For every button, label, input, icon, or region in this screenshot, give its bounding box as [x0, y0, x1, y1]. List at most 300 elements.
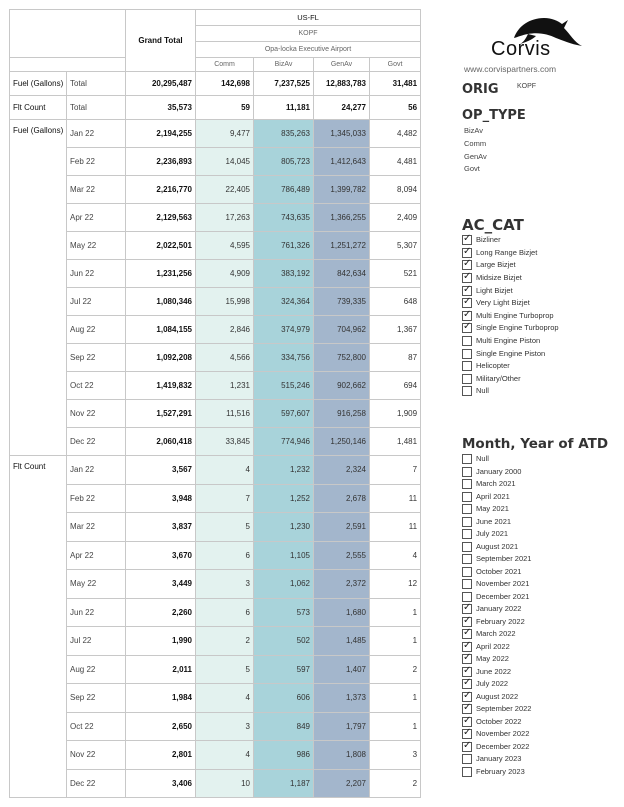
- orig-filter-value[interactable]: KOPF: [517, 83, 537, 90]
- month-label: Dec 22: [67, 769, 126, 798]
- grand-total-cell: 1,984: [126, 684, 196, 713]
- value-cell: 59: [196, 96, 254, 120]
- grand-total-cell: 2,129,563: [126, 204, 196, 232]
- month-label: Nov 22: [67, 400, 126, 428]
- month-label: Jan 22: [67, 456, 126, 485]
- value-cell: 3: [196, 712, 254, 741]
- checkbox[interactable]: [462, 529, 472, 539]
- filter-checkbox-item[interactable]: [462, 553, 531, 566]
- filter-checkbox-item[interactable]: [462, 528, 508, 541]
- checkbox[interactable]: [462, 592, 472, 602]
- value-cell: 1,105: [254, 541, 314, 570]
- table-row: [10, 148, 421, 176]
- filter-checkbox-item[interactable]: [462, 703, 531, 716]
- checkbox[interactable]: [462, 336, 472, 346]
- checkbox-label: Multi Engine Piston: [476, 336, 541, 346]
- checkbox-label: Helicopter: [476, 361, 510, 371]
- value-cell: 1,485: [314, 627, 370, 656]
- table-row: [10, 570, 421, 599]
- filter-checkbox-item[interactable]: [462, 272, 522, 285]
- grand-total-header: Grand Total: [126, 10, 196, 72]
- table-row: [10, 627, 421, 656]
- measure-label: Fuel (Gallons): [10, 72, 67, 96]
- value-cell: 17,263: [196, 204, 254, 232]
- table-row: [10, 541, 421, 570]
- value-cell: 774,946: [254, 428, 314, 456]
- state-header: US-FL: [196, 10, 421, 26]
- value-cell: 56: [370, 96, 421, 120]
- checkbox-label: May 2021: [476, 504, 509, 514]
- filter-checkbox-item[interactable]: [462, 741, 529, 754]
- grand-total-cell: 1,080,346: [126, 288, 196, 316]
- value-cell: 1,373: [314, 684, 370, 713]
- value-cell: 1,231: [196, 372, 254, 400]
- checkbox-label: March 2021: [476, 479, 516, 489]
- checkbox-label: June 2022: [476, 666, 512, 676]
- grand-total-cell: 3,670: [126, 541, 196, 570]
- value-cell: 1,062: [254, 570, 314, 599]
- checkbox[interactable]: [462, 679, 472, 689]
- value-cell: 24,277: [314, 96, 370, 120]
- value-cell: 324,364: [254, 288, 314, 316]
- checkbox[interactable]: [462, 479, 472, 489]
- grand-total-cell: 3,948: [126, 484, 196, 513]
- value-cell: 606: [254, 684, 314, 713]
- value-cell: 1,252: [254, 484, 314, 513]
- checkbox[interactable]: [462, 542, 472, 552]
- value-cell: 1,808: [314, 741, 370, 770]
- value-cell: 4,566: [196, 344, 254, 372]
- filter-checkbox-item[interactable]: [462, 541, 518, 554]
- value-cell: 573: [254, 598, 314, 627]
- filter-checkbox-item[interactable]: [462, 616, 525, 629]
- value-cell: 142,698: [196, 72, 254, 96]
- value-cell: 4,481: [370, 148, 421, 176]
- orig-filter-title: ORIG: [462, 82, 499, 97]
- value-cell: 4,595: [196, 232, 254, 260]
- checkbox[interactable]: [462, 273, 472, 283]
- filter-checkbox-item[interactable]: [462, 360, 510, 373]
- value-cell: 849: [254, 712, 314, 741]
- month-label: Jan 22: [67, 120, 126, 148]
- table-row: [10, 456, 421, 485]
- checkbox-label: December 2022: [476, 741, 530, 751]
- table-row: [10, 484, 421, 513]
- table-row: [10, 204, 421, 232]
- checkbox-label: November 2021: [476, 579, 530, 589]
- grand-total-cell: 2,216,770: [126, 176, 196, 204]
- value-cell: 597: [254, 655, 314, 684]
- checkbox[interactable]: [462, 386, 472, 396]
- filter-checkbox-item[interactable]: [462, 373, 521, 386]
- checkbox-label: Military/Other: [476, 373, 521, 383]
- month-label: Jun 22: [67, 598, 126, 627]
- month-label: Feb 22: [67, 148, 126, 176]
- total-row: [10, 96, 421, 120]
- table-row: [10, 176, 421, 204]
- header-row-state: [10, 10, 421, 26]
- table-row: [10, 769, 421, 798]
- filter-checkbox-item[interactable]: [462, 753, 521, 766]
- value-cell: 7: [196, 484, 254, 513]
- checkbox[interactable]: [462, 349, 472, 359]
- month-label: Apr 22: [67, 541, 126, 570]
- month-label: Jul 22: [67, 288, 126, 316]
- table-row: [10, 598, 421, 627]
- airport-name-header: Opa-locka Executive Airport: [196, 42, 421, 58]
- month-label: Sep 22: [67, 344, 126, 372]
- checkbox[interactable]: [462, 248, 472, 258]
- checkbox[interactable]: [462, 754, 472, 764]
- checkbox-label: Null: [476, 454, 489, 464]
- checkbox[interactable]: [462, 467, 472, 477]
- filter-checkbox-item[interactable]: [462, 297, 530, 310]
- measure-label: Flt Count: [10, 456, 67, 798]
- value-cell: 2,555: [314, 541, 370, 570]
- checkbox[interactable]: [462, 361, 472, 371]
- value-cell: 1,345,033: [314, 120, 370, 148]
- col-header-bizav: BizAv: [254, 58, 314, 72]
- table-row: [10, 372, 421, 400]
- value-cell: 902,662: [314, 372, 370, 400]
- month-filter-title: Month, Year of ATD: [462, 436, 609, 452]
- month-label: Mar 22: [67, 176, 126, 204]
- grand-total-cell: 35,573: [126, 96, 196, 120]
- filter-checkbox-item[interactable]: [462, 566, 521, 579]
- checkbox-label: March 2022: [476, 629, 516, 639]
- checkbox-label: Single Engine Piston: [476, 348, 546, 358]
- filter-checkbox-item[interactable]: [462, 628, 516, 641]
- checkbox[interactable]: [462, 642, 472, 652]
- grand-total-cell: 2,236,893: [126, 148, 196, 176]
- total-row: [10, 72, 421, 96]
- op-type-item[interactable]: Comm: [464, 139, 487, 148]
- value-cell: 1,366,255: [314, 204, 370, 232]
- grand-total-cell: 2,650: [126, 712, 196, 741]
- grand-total-cell: 3,567: [126, 456, 196, 485]
- checkbox-label: April 2021: [476, 491, 510, 501]
- checkbox-label: Bizliner: [476, 235, 501, 245]
- col-header-genav: GenAv: [314, 58, 370, 72]
- checkbox-label: April 2022: [476, 641, 510, 651]
- value-cell: 1: [370, 627, 421, 656]
- op-type-item[interactable]: Govt: [464, 164, 480, 173]
- filter-checkbox-item[interactable]: [462, 516, 511, 529]
- grand-total-cell: 2,801: [126, 741, 196, 770]
- filter-checkbox-item[interactable]: [462, 716, 521, 729]
- grand-total-cell: 1,084,155: [126, 316, 196, 344]
- checkbox[interactable]: [462, 286, 472, 296]
- grand-total-cell: 20,295,487: [126, 72, 196, 96]
- month-label: Mar 22: [67, 513, 126, 542]
- op-type-item[interactable]: GenAv: [464, 152, 487, 161]
- filter-checkbox-item[interactable]: [462, 247, 537, 260]
- month-label: Oct 22: [67, 372, 126, 400]
- value-cell: 11,181: [254, 96, 314, 120]
- checkbox[interactable]: [462, 742, 472, 752]
- value-cell: 4: [196, 456, 254, 485]
- checkbox-label: June 2021: [476, 516, 512, 526]
- value-cell: 761,326: [254, 232, 314, 260]
- grand-total-cell: 2,194,255: [126, 120, 196, 148]
- filter-checkbox-item[interactable]: [462, 766, 525, 779]
- checkbox[interactable]: [462, 517, 472, 527]
- value-cell: 33,845: [196, 428, 254, 456]
- checkbox-label: September 2022: [476, 704, 532, 714]
- table-row: [10, 344, 421, 372]
- checkbox[interactable]: [462, 579, 472, 589]
- total-label: Total: [67, 72, 126, 96]
- grand-total-cell: 2,011: [126, 655, 196, 684]
- value-cell: 694: [370, 372, 421, 400]
- value-cell: 14,045: [196, 148, 254, 176]
- value-cell: 2,409: [370, 204, 421, 232]
- checkbox[interactable]: [462, 717, 472, 727]
- checkbox-label: November 2022: [476, 729, 530, 739]
- value-cell: 502: [254, 627, 314, 656]
- checkbox-label: Multi Engine Turboprop: [476, 310, 554, 320]
- value-cell: 15,998: [196, 288, 254, 316]
- filter-checkbox-item[interactable]: [462, 453, 489, 466]
- value-cell: 8,094: [370, 176, 421, 204]
- checkbox[interactable]: [462, 454, 472, 464]
- value-cell: 916,258: [314, 400, 370, 428]
- checkbox-label: August 2021: [476, 541, 519, 551]
- website-url[interactable]: www.corvispartners.com: [464, 64, 557, 74]
- checkbox-label: Long Range Bizjet: [476, 247, 538, 257]
- filter-checkbox-item[interactable]: [462, 591, 529, 604]
- month-label: May 22: [67, 232, 126, 260]
- table-row: [10, 513, 421, 542]
- value-cell: 1,367: [370, 316, 421, 344]
- month-label: Aug 22: [67, 655, 126, 684]
- filter-checkbox-item[interactable]: [462, 335, 540, 348]
- value-cell: 4,482: [370, 120, 421, 148]
- checkbox[interactable]: [462, 704, 472, 714]
- measure-label: Fuel (Gallons): [10, 120, 67, 456]
- filter-checkbox-item[interactable]: [462, 578, 529, 591]
- value-cell: 1,230: [254, 513, 314, 542]
- value-cell: 704,962: [314, 316, 370, 344]
- checkbox-label: February 2023: [476, 766, 525, 776]
- header-row-columns: [10, 58, 421, 72]
- checkbox[interactable]: [462, 767, 472, 777]
- value-cell: 22,405: [196, 176, 254, 204]
- checkbox-label: Very Light Bizjet: [476, 298, 530, 308]
- checkbox-label: January 2023: [476, 754, 522, 764]
- checkbox[interactable]: [462, 654, 472, 664]
- checkbox-label: May 2022: [476, 654, 509, 664]
- table-row: [10, 684, 421, 713]
- filter-checkbox-item[interactable]: [462, 322, 559, 335]
- value-cell: 7,237,525: [254, 72, 314, 96]
- filter-checkbox-item[interactable]: [462, 234, 501, 247]
- value-cell: 842,634: [314, 260, 370, 288]
- checkbox-label: Single Engine Turboprop: [476, 323, 559, 333]
- value-cell: 4,909: [196, 260, 254, 288]
- grand-total-cell: 1,527,291: [126, 400, 196, 428]
- airport-code-header: KOPF: [196, 26, 421, 42]
- table-row: [10, 741, 421, 770]
- filter-checkbox-item[interactable]: [462, 678, 508, 691]
- value-cell: 2,591: [314, 513, 370, 542]
- filter-checkbox-item[interactable]: [462, 284, 513, 297]
- value-cell: 3: [196, 570, 254, 599]
- checkbox-label: October 2022: [476, 716, 522, 726]
- value-cell: 4: [196, 741, 254, 770]
- filter-checkbox-item[interactable]: [462, 478, 516, 491]
- filter-checkbox-item[interactable]: [462, 347, 545, 360]
- value-cell: 2,372: [314, 570, 370, 599]
- table-row: [10, 316, 421, 344]
- checkbox-label: Light Bizjet: [476, 285, 513, 295]
- table-row: [10, 260, 421, 288]
- crosstab-table: [9, 9, 421, 798]
- value-cell: 5: [196, 513, 254, 542]
- value-cell: 3: [370, 741, 421, 770]
- value-cell: 383,192: [254, 260, 314, 288]
- measure-label: Flt Count: [10, 96, 67, 120]
- value-cell: 739,335: [314, 288, 370, 316]
- month-label: Sep 22: [67, 684, 126, 713]
- value-cell: 1,251,272: [314, 232, 370, 260]
- value-cell: 6: [196, 598, 254, 627]
- table-row: [10, 428, 421, 456]
- col-header-govt: Govt: [370, 58, 421, 72]
- value-cell: 786,489: [254, 176, 314, 204]
- grand-total-cell: 1,092,208: [126, 344, 196, 372]
- filter-checkbox-item[interactable]: [462, 653, 509, 666]
- checkbox-label: February 2022: [476, 616, 525, 626]
- checkbox[interactable]: [462, 617, 472, 627]
- month-label: Jun 22: [67, 260, 126, 288]
- checkbox[interactable]: [462, 567, 472, 577]
- checkbox[interactable]: [462, 504, 472, 514]
- value-cell: 1,399,782: [314, 176, 370, 204]
- checkbox[interactable]: [462, 235, 472, 245]
- value-cell: 1,232: [254, 456, 314, 485]
- checkbox[interactable]: [462, 604, 472, 614]
- checkbox-label: Midsize Bizjet: [476, 273, 522, 283]
- grand-total-cell: 1,990: [126, 627, 196, 656]
- value-cell: 31,481: [370, 72, 421, 96]
- checkbox-label: Null: [476, 386, 489, 396]
- filter-checkbox-item[interactable]: [462, 666, 511, 679]
- value-cell: 2,207: [314, 769, 370, 798]
- value-cell: 374,979: [254, 316, 314, 344]
- table-row: [10, 232, 421, 260]
- value-cell: 2,324: [314, 456, 370, 485]
- value-cell: 2,678: [314, 484, 370, 513]
- value-cell: 4: [196, 684, 254, 713]
- filter-checkbox-item[interactable]: [462, 641, 510, 654]
- value-cell: 11,516: [196, 400, 254, 428]
- grand-total-cell: 3,449: [126, 570, 196, 599]
- value-cell: 1,909: [370, 400, 421, 428]
- value-cell: 11: [370, 484, 421, 513]
- filter-checkbox-item[interactable]: [462, 691, 518, 704]
- value-cell: 1: [370, 712, 421, 741]
- grand-total-cell: 2,060,418: [126, 428, 196, 456]
- checkbox[interactable]: [462, 692, 472, 702]
- filter-checkbox-item[interactable]: [462, 310, 554, 323]
- checkbox-label: August 2022: [476, 691, 519, 701]
- value-cell: 1,187: [254, 769, 314, 798]
- grand-total-cell: 3,406: [126, 769, 196, 798]
- filter-checkbox-item[interactable]: [462, 503, 509, 516]
- value-cell: 1,407: [314, 655, 370, 684]
- value-cell: 7: [370, 456, 421, 485]
- month-label: Oct 22: [67, 712, 126, 741]
- total-label: Total: [67, 96, 126, 120]
- value-cell: 515,246: [254, 372, 314, 400]
- op-type-filter-title: OP_TYPE: [462, 108, 526, 123]
- checkbox[interactable]: [462, 554, 472, 564]
- value-cell: 1,481: [370, 428, 421, 456]
- table-row: [10, 120, 421, 148]
- grand-total-cell: 1,419,832: [126, 372, 196, 400]
- month-label: Dec 22: [67, 428, 126, 456]
- table-row: [10, 288, 421, 316]
- filter-checkbox-item[interactable]: [462, 728, 529, 741]
- value-cell: 648: [370, 288, 421, 316]
- checkbox[interactable]: [462, 374, 472, 384]
- checkbox-label: January 2022: [476, 604, 522, 614]
- checkbox[interactable]: [462, 667, 472, 677]
- checkbox-label: September 2021: [476, 554, 532, 564]
- filter-checkbox-item[interactable]: [462, 466, 521, 479]
- checkbox[interactable]: [462, 298, 472, 308]
- checkbox[interactable]: [462, 629, 472, 639]
- value-cell: 87: [370, 344, 421, 372]
- checkbox-label: December 2021: [476, 591, 530, 601]
- filter-checkbox-item[interactable]: [462, 259, 516, 272]
- filter-checkbox-item[interactable]: [462, 603, 521, 616]
- value-cell: 6: [196, 541, 254, 570]
- grand-total-cell: 3,837: [126, 513, 196, 542]
- brand-name: Corvis: [491, 38, 551, 60]
- checkbox[interactable]: [462, 729, 472, 739]
- checkbox[interactable]: [462, 260, 472, 270]
- checkbox-label: January 2000: [476, 466, 522, 476]
- value-cell: 334,756: [254, 344, 314, 372]
- checkbox[interactable]: [462, 323, 472, 333]
- month-label: Apr 22: [67, 204, 126, 232]
- checkbox[interactable]: [462, 311, 472, 321]
- checkbox-label: October 2021: [476, 566, 522, 576]
- table-row: [10, 400, 421, 428]
- value-cell: 752,800: [314, 344, 370, 372]
- month-label: Aug 22: [67, 316, 126, 344]
- header-blank: [10, 58, 126, 72]
- value-cell: 1: [370, 684, 421, 713]
- op-type-item[interactable]: BizAv: [464, 126, 484, 135]
- value-cell: 2: [196, 627, 254, 656]
- value-cell: 2: [370, 769, 421, 798]
- filter-checkbox-item[interactable]: [462, 385, 489, 398]
- filter-checkbox-item[interactable]: [462, 491, 510, 504]
- value-cell: 10: [196, 769, 254, 798]
- value-cell: 12,883,783: [314, 72, 370, 96]
- grand-total-cell: 1,231,256: [126, 260, 196, 288]
- value-cell: 2,846: [196, 316, 254, 344]
- checkbox[interactable]: [462, 492, 472, 502]
- value-cell: 11: [370, 513, 421, 542]
- col-header-comm: Comm: [196, 58, 254, 72]
- value-cell: 1,250,146: [314, 428, 370, 456]
- checkbox-label: July 2021: [476, 529, 509, 539]
- month-label: Nov 22: [67, 741, 126, 770]
